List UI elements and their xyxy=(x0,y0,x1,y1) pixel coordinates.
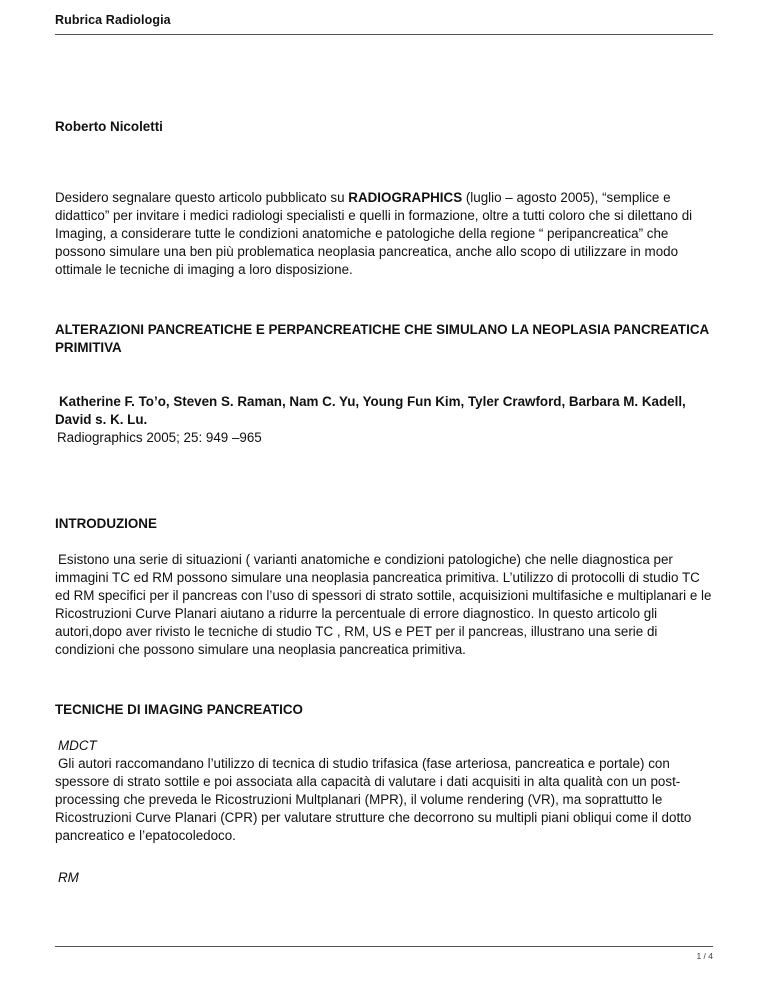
article-authors: Katherine F. To’o, Steven S. Raman, Nam C. Yu, Young Fun Kim, Tyler Crawford, Barbara M. Kadell, David s. K. Lu. xyxy=(55,394,686,427)
mdct-paragraph: Gli autori raccomandano l’utilizzo di tecnica di studio trifasica (fase arteriosa, pancreatica e portale) con spessore di strato sottile e poi associata alla capacità di valutare i dati acquisiti in alta qualità con un post- processing che preveda le Ricostruzioni Multplanari (MPR), il volume rendering (VR), ma soprattutto le Ricostruzioni Curve Planari (CPR) per valutare strutture che decorrono su multipli piani obliqui come il dotto pancreatico e l’epatocoledoco. xyxy=(55,756,692,843)
intro-paragraph xyxy=(55,189,715,279)
section-heading-tecniche: TECNICHE DI IMAGING PANCREATICO xyxy=(55,702,303,717)
intro-text-after: (luglio – agosto 2005), “semplice e didattico” per invitare i medici radiologi specialisti e quelli in formazione, oltre a tutti coloro che si dilettano di Imaging, a considerare tutte le condizioni anatomiche e patologiche della regione “ peripancreatica” che possono simulare una ben più problematica neoplasia pancreatica, anche allo scopo di utilizzare in modo ottimale le tecniche di imaging a loro disposizione. xyxy=(55,190,693,277)
running-header: Rubrica Radiologia xyxy=(55,13,171,27)
page-number: 1 / 4 xyxy=(696,951,713,961)
journal-name: RADIOGRAPHICS xyxy=(348,190,463,205)
article-citation: Radiographics 2005; 25: 949 –965 xyxy=(57,430,262,445)
section-heading-introduzione: INTRODUZIONE xyxy=(55,516,157,531)
subheading-rm: RM xyxy=(58,870,79,885)
article-title: ALTERAZIONI PANCREATICHE E PERPANCREATICHE CHE SIMULANO LA NEOPLASIA PANCREATICA PRIMITIVA xyxy=(55,322,709,355)
header-rule xyxy=(55,34,713,35)
intro-text-before: Desidero segnalare questo articolo pubblicato su xyxy=(55,190,349,205)
author-name: Roberto Nicoletti xyxy=(55,119,163,134)
footer-rule xyxy=(55,946,713,947)
introduzione-paragraph: Esistono una serie di situazioni ( varianti anatomiche e condizioni patologiche) che nelle diagnostica per immagini TC ed RM possono simulare una neoplasia pancreatica primitiva. L’utilizzo di protocolli di studio TC ed RM specifici per il pancreas con l’uso di spessori di strato sottile, acquisizioni multifasiche e multiplanari e le Ricostruzioni Curve Planari aiutano a ridurre la percentuale di errore diagnostico. In questo articolo gli autori,dopo aver rivisto le tecniche di studio TC , RM, US e PET per il pancreas, illustrano una serie di condizioni che possono simulare una neoplasia pancreatica primitiva. xyxy=(55,552,712,657)
subheading-mdct: MDCT xyxy=(58,738,97,753)
